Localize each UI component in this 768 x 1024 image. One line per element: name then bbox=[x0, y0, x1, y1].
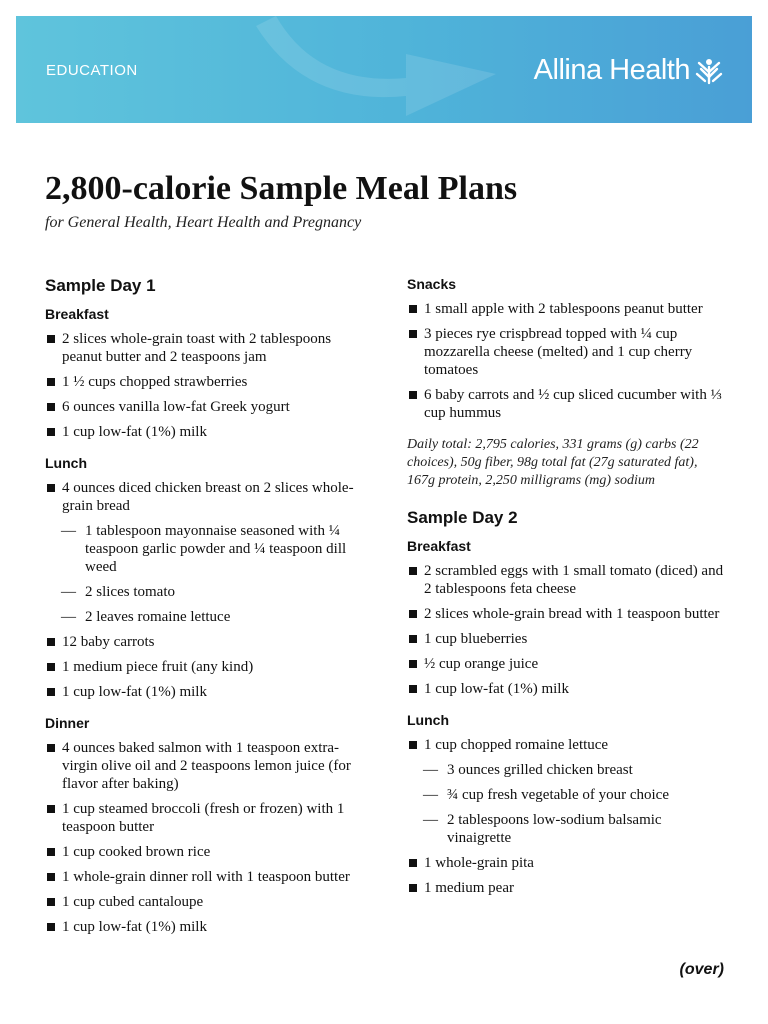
list-item: 1 cup low-fat (1%) milk bbox=[407, 680, 727, 698]
right-column bbox=[407, 276, 727, 911]
list-item: 1 cup cubed cantaloupe bbox=[45, 893, 365, 911]
day1-dinner-heading: Dinner bbox=[45, 715, 90, 731]
list-item: 1 cup chopped romaine lettuce bbox=[407, 736, 727, 754]
sub-list-item: — 2 slices tomato bbox=[45, 583, 365, 601]
list-item: 12 baby carrots bbox=[45, 633, 365, 651]
day1-daily-total: Daily total: 2,795 calories, 331 grams (g) carbs (22 choices), 50g fiber, 98g total fat (27g saturated fat), 167g protein, 2,250 milligrams (mg) sodium bbox=[407, 437, 699, 488]
page-title: 2,800-calorie Sample Meal Plans bbox=[45, 170, 518, 207]
list-item: 4 ounces baked salmon with 1 teaspoon extra-virgin olive oil and 2 teaspoons lemon juice (for flavor after baking) bbox=[45, 739, 365, 793]
list-item: 1 cup cooked brown rice bbox=[45, 843, 365, 861]
day1-snacks-heading: Snacks bbox=[407, 276, 457, 292]
list-item: 1 cup low-fat (1%) milk bbox=[45, 918, 365, 936]
day2-lunch-list bbox=[407, 736, 727, 897]
day1-lunch-heading: Lunch bbox=[45, 455, 87, 471]
day1-heading: Sample Day 1 bbox=[45, 276, 156, 295]
list-item: ½ cup orange juice bbox=[407, 655, 727, 673]
day2-lunch-heading: Lunch bbox=[407, 712, 449, 728]
education-label: EDUCATION bbox=[46, 62, 138, 79]
list-item: 2 slices whole-grain bread with 1 teaspoon butter bbox=[407, 605, 727, 623]
sub-list-item: — 3 ounces grilled chicken breast bbox=[407, 761, 727, 779]
day1-snacks-list bbox=[407, 300, 727, 422]
list-item: 1 whole-grain dinner roll with 1 teaspoon butter bbox=[45, 868, 365, 886]
day1-breakfast-list bbox=[45, 330, 365, 441]
sub-list-item: — ¾ cup fresh vegetable of your choice bbox=[407, 786, 727, 804]
list-item: 6 baby carrots and ½ cup sliced cucumber with ⅓ cup hummus bbox=[407, 386, 727, 422]
list-item: 1 cup blueberries bbox=[407, 630, 727, 648]
arrow-decoration-icon bbox=[256, 16, 536, 123]
list-item: 6 ounces vanilla low-fat Greek yogurt bbox=[45, 398, 365, 416]
list-item: 1 medium pear bbox=[407, 879, 727, 897]
over-page-indicator: (over) bbox=[679, 961, 724, 978]
day1-dinner-list bbox=[45, 739, 365, 936]
left-column bbox=[45, 276, 365, 950]
day1-lunch-list bbox=[45, 479, 365, 701]
list-item: 1 ½ cups chopped strawberries bbox=[45, 373, 365, 391]
list-item: 1 whole-grain pita bbox=[407, 854, 727, 872]
day2-breakfast-list bbox=[407, 562, 727, 698]
list-item: 4 ounces diced chicken breast on 2 slices whole-grain bread bbox=[45, 479, 365, 515]
sub-list-item: — 2 tablespoons low-sodium balsamic vinaigrette bbox=[407, 811, 727, 847]
sub-list-item: — 2 leaves romaine lettuce bbox=[45, 608, 365, 626]
day2-breakfast-heading: Breakfast bbox=[407, 538, 471, 554]
list-item: 1 cup low-fat (1%) milk bbox=[45, 683, 365, 701]
list-item: 1 small apple with 2 tablespoons peanut butter bbox=[407, 300, 727, 318]
list-item: 2 scrambled eggs with 1 small tomato (diced) and 2 tablespoons feta cheese bbox=[407, 562, 727, 598]
sub-list-item: — 1 tablespoon mayonnaise seasoned with ¼ teaspoon garlic powder and ¼ teaspoon dill weed bbox=[45, 522, 365, 576]
list-item: 1 cup low-fat (1%) milk bbox=[45, 423, 365, 441]
list-item: 1 cup steamed broccoli (fresh or frozen) with 1 teaspoon butter bbox=[45, 800, 365, 836]
allina-health-logo[interactable] bbox=[534, 54, 724, 87]
list-item: 3 pieces rye crispbread topped with ¼ cup mozzarella cheese (melted) and 1 cup cherry tomatoes bbox=[407, 325, 727, 379]
day1-breakfast-heading: Breakfast bbox=[45, 306, 109, 322]
day2-heading: Sample Day 2 bbox=[407, 508, 518, 527]
allina-tree-icon bbox=[694, 57, 724, 85]
brand-name: Allina Health bbox=[533, 54, 690, 86]
header-banner bbox=[16, 16, 752, 123]
list-item: 1 medium piece fruit (any kind) bbox=[45, 658, 365, 676]
list-item: 2 slices whole-grain toast with 2 tablespoons peanut butter and 2 teaspoons jam bbox=[45, 330, 365, 366]
page-subtitle: for General Health, Heart Health and Pregnancy bbox=[45, 214, 362, 231]
